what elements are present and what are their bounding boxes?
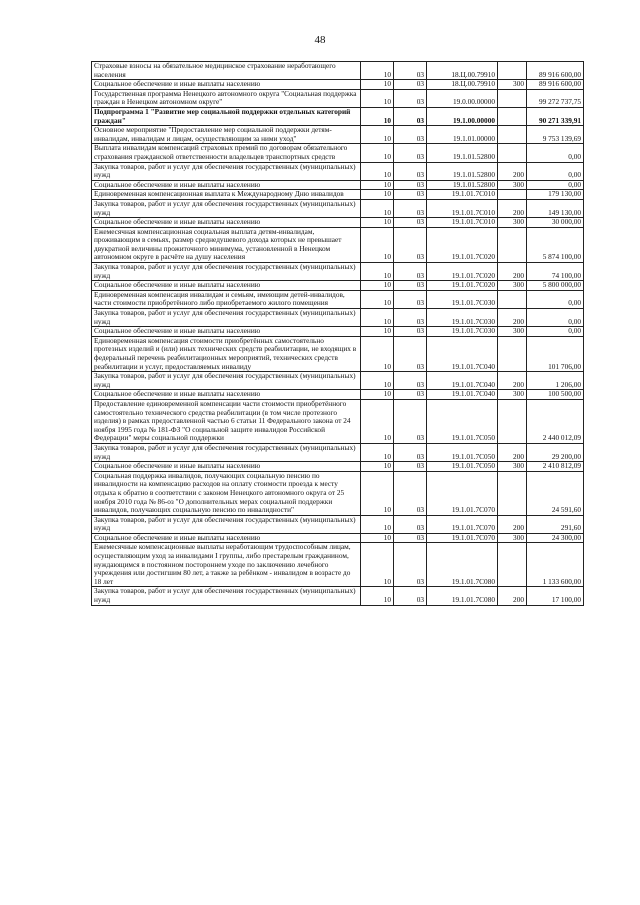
row-target-article-cell: 19.1.01.7С010 xyxy=(427,190,498,200)
row-section-cell: 10 xyxy=(361,126,394,144)
row-name-cell: Подпрограмма 1 "Развитие мер социальной поддержки отдельных категорий граждан" xyxy=(92,107,361,125)
row-amount-cell: 5 874 100,00 xyxy=(527,227,584,262)
table-row xyxy=(92,107,584,125)
row-name-cell: Закупка товаров, работ и услуг для обеспечения государственных (муниципальных) нужд xyxy=(92,587,361,605)
row-subsection-cell: 03 xyxy=(394,390,427,400)
row-subsection-cell: 03 xyxy=(394,89,427,107)
row-section-cell: 10 xyxy=(361,471,394,515)
table-row xyxy=(92,227,584,262)
row-subsection-cell: 03 xyxy=(394,180,427,190)
row-expense-type-cell xyxy=(498,543,527,587)
table-row xyxy=(92,80,584,90)
row-name-cell: Социальное обеспечение и иные выплаты населению xyxy=(92,462,361,472)
row-target-article-cell: 19.1.01.7С070 xyxy=(427,533,498,543)
row-name-cell: Социальное обеспечение и иные выплаты населению xyxy=(92,327,361,337)
table-row xyxy=(92,515,584,533)
row-amount-cell: 1 206,00 xyxy=(527,372,584,390)
row-target-article-cell: 19.1.01.7С030 xyxy=(427,290,498,308)
row-expense-type-cell: 200 xyxy=(498,263,527,281)
row-section-cell: 10 xyxy=(361,587,394,605)
table-row xyxy=(92,263,584,281)
row-target-article-cell: 19.1.01.7С040 xyxy=(427,336,498,371)
row-target-article-cell: 19.1.01.00000 xyxy=(427,126,498,144)
row-subsection-cell: 03 xyxy=(394,263,427,281)
row-name-cell: Закупка товаров, работ и услуг для обеспечения государственных (муниципальных) нужд xyxy=(92,443,361,461)
row-expense-type-cell xyxy=(498,126,527,144)
row-amount-cell: 0,00 xyxy=(527,309,584,327)
row-section-cell: 10 xyxy=(361,281,394,291)
row-amount-cell: 0,00 xyxy=(527,327,584,337)
row-expense-type-cell: 200 xyxy=(498,443,527,461)
row-name-cell: Государственная программа Ненецкого автономного округа "Социальная поддержка граждан в Ненецком автономном округе" xyxy=(92,89,361,107)
table-row xyxy=(92,327,584,337)
table-row xyxy=(92,89,584,107)
row-subsection-cell: 03 xyxy=(394,372,427,390)
row-name-cell: Закупка товаров, работ и услуг для обеспечения государственных (муниципальных) нужд xyxy=(92,162,361,180)
row-section-cell: 10 xyxy=(361,80,394,90)
row-subsection-cell: 03 xyxy=(394,227,427,262)
table-row xyxy=(92,372,584,390)
row-section-cell: 10 xyxy=(361,309,394,327)
row-expense-type-cell: 300 xyxy=(498,327,527,337)
row-target-article-cell: 18.Ц.00.79910 xyxy=(427,62,498,80)
budget-table xyxy=(91,61,584,606)
row-name-cell: Единовременная компенсация инвалидам и семьям, имеющим детей-инвалидов, части стоимости приобретённого либо приобретаемого жилого помещения xyxy=(92,290,361,308)
table-row xyxy=(92,399,584,443)
row-expense-type-cell xyxy=(498,227,527,262)
row-section-cell: 10 xyxy=(361,190,394,200)
row-amount-cell: 89 916 600,00 xyxy=(527,80,584,90)
row-expense-type-cell xyxy=(498,290,527,308)
table-row xyxy=(92,290,584,308)
row-target-article-cell: 19.1.01.7С070 xyxy=(427,471,498,515)
row-amount-cell: 179 130,00 xyxy=(527,190,584,200)
row-expense-type-cell xyxy=(498,336,527,371)
row-amount-cell: 99 272 737,75 xyxy=(527,89,584,107)
table-row xyxy=(92,587,584,605)
row-subsection-cell: 03 xyxy=(394,162,427,180)
row-target-article-cell: 19.1.01.7С070 xyxy=(427,515,498,533)
row-amount-cell: 24 591,60 xyxy=(527,471,584,515)
row-name-cell: Ежемесячные компенсационные выплаты неработающим трудоспособным лицам, осуществляющим уход за инвалидами I группы, либо престарелым гражданином, нуждающимся в постоянном постороннем уходе по заключению лечебного учреждения или достигшим 80 лет, а также за ребёнком - инвалидом в возрасте до 18 лет xyxy=(92,543,361,587)
row-section-cell: 10 xyxy=(361,515,394,533)
row-expense-type-cell: 200 xyxy=(498,372,527,390)
row-expense-type-cell: 300 xyxy=(498,281,527,291)
row-name-cell: Основное мероприятие "Предоставление мер социальной поддержки детям-инвалидам, инвалидам и лицам, осуществляющим за ними уход" xyxy=(92,126,361,144)
row-expense-type-cell: 200 xyxy=(498,515,527,533)
row-amount-cell: 0,00 xyxy=(527,290,584,308)
row-subsection-cell: 03 xyxy=(394,126,427,144)
row-target-article-cell: 19.1.01.7С020 xyxy=(427,227,498,262)
row-section-cell: 10 xyxy=(361,290,394,308)
row-subsection-cell: 03 xyxy=(394,281,427,291)
row-amount-cell: 90 271 339,91 xyxy=(527,107,584,125)
row-section-cell: 10 xyxy=(361,162,394,180)
row-amount-cell: 0,00 xyxy=(527,180,584,190)
row-amount-cell: 149 130,00 xyxy=(527,199,584,217)
row-name-cell: Социальное обеспечение и иные выплаты населению xyxy=(92,281,361,291)
row-section-cell: 10 xyxy=(361,327,394,337)
row-subsection-cell: 03 xyxy=(394,218,427,228)
row-section-cell: 10 xyxy=(361,199,394,217)
table-row xyxy=(92,62,584,80)
row-subsection-cell: 03 xyxy=(394,587,427,605)
row-section-cell: 10 xyxy=(361,89,394,107)
row-target-article-cell: 19.1.01.7С080 xyxy=(427,587,498,605)
row-amount-cell: 5 800 000,00 xyxy=(527,281,584,291)
row-subsection-cell: 03 xyxy=(394,336,427,371)
table-row xyxy=(92,281,584,291)
row-target-article-cell: 19.1.01.7С030 xyxy=(427,327,498,337)
row-target-article-cell: 19.0.00.00000 xyxy=(427,89,498,107)
row-amount-cell: 9 753 139,69 xyxy=(527,126,584,144)
page-number: 48 xyxy=(314,34,326,46)
row-amount-cell: 2 410 812,09 xyxy=(527,462,584,472)
row-target-article-cell: 19.1.01.7С050 xyxy=(427,443,498,461)
row-section-cell: 10 xyxy=(361,227,394,262)
row-expense-type-cell: 200 xyxy=(498,309,527,327)
row-amount-cell: 0,00 xyxy=(527,162,584,180)
row-section-cell: 10 xyxy=(361,180,394,190)
row-target-article-cell: 19.1.01.52800 xyxy=(427,144,498,162)
row-expense-type-cell: 300 xyxy=(498,533,527,543)
row-expense-type-cell xyxy=(498,107,527,125)
row-target-article-cell: 18.Ц.00.79910 xyxy=(427,80,498,90)
row-section-cell: 10 xyxy=(361,263,394,281)
row-name-cell: Единовременная компенсационная выплата к Международному Дню инвалидов xyxy=(92,190,361,200)
table-row xyxy=(92,390,584,400)
row-name-cell: Выплата инвалидам компенсаций страховых премий по договорам обязательного страхования гражданской ответственности владельцев транспортных средств xyxy=(92,144,361,162)
row-name-cell: Социальное обеспечение и иные выплаты населению xyxy=(92,533,361,543)
row-section-cell: 10 xyxy=(361,336,394,371)
row-section-cell: 10 xyxy=(361,399,394,443)
row-amount-cell: 74 100,00 xyxy=(527,263,584,281)
table-row xyxy=(92,443,584,461)
row-target-article-cell: 19.1.01.7С020 xyxy=(427,263,498,281)
row-name-cell: Социальное обеспечение и иные выплаты населению xyxy=(92,180,361,190)
row-target-article-cell: 19.1.01.7С010 xyxy=(427,199,498,217)
table-row xyxy=(92,533,584,543)
row-amount-cell: 24 300,00 xyxy=(527,533,584,543)
row-subsection-cell: 03 xyxy=(394,62,427,80)
row-amount-cell: 2 440 012,09 xyxy=(527,399,584,443)
row-target-article-cell: 19.1.01.7С040 xyxy=(427,372,498,390)
row-expense-type-cell: 300 xyxy=(498,180,527,190)
row-target-article-cell: 19.1.01.7С030 xyxy=(427,309,498,327)
row-subsection-cell: 03 xyxy=(394,533,427,543)
row-expense-type-cell: 200 xyxy=(498,199,527,217)
table-row xyxy=(92,126,584,144)
row-expense-type-cell: 300 xyxy=(498,390,527,400)
budget-table-body xyxy=(92,62,584,606)
row-expense-type-cell: 200 xyxy=(498,587,527,605)
row-subsection-cell: 03 xyxy=(394,199,427,217)
row-section-cell: 10 xyxy=(361,443,394,461)
row-subsection-cell: 03 xyxy=(394,515,427,533)
row-name-cell: Закупка товаров, работ и услуг для обеспечения государственных (муниципальных) нужд xyxy=(92,372,361,390)
row-subsection-cell: 03 xyxy=(394,471,427,515)
row-section-cell: 10 xyxy=(361,543,394,587)
row-section-cell: 10 xyxy=(361,462,394,472)
row-amount-cell: 89 916 600,00 xyxy=(527,62,584,80)
table-row xyxy=(92,162,584,180)
row-subsection-cell: 03 xyxy=(394,190,427,200)
row-section-cell: 10 xyxy=(361,533,394,543)
table-row xyxy=(92,462,584,472)
table-row xyxy=(92,218,584,228)
row-name-cell: Закупка товаров, работ и услуг для обеспечения государственных (муниципальных) нужд xyxy=(92,309,361,327)
row-section-cell: 10 xyxy=(361,144,394,162)
row-name-cell: Страховые взносы на обязательное медицинское страхование неработающего населения xyxy=(92,62,361,80)
row-subsection-cell: 03 xyxy=(394,462,427,472)
row-expense-type-cell xyxy=(498,190,527,200)
row-amount-cell: 0,00 xyxy=(527,144,584,162)
row-expense-type-cell xyxy=(498,471,527,515)
row-amount-cell: 1 133 600,00 xyxy=(527,543,584,587)
row-target-article-cell: 19.1.01.52800 xyxy=(427,180,498,190)
row-amount-cell: 29 200,00 xyxy=(527,443,584,461)
row-target-article-cell: 19.1.01.52800 xyxy=(427,162,498,180)
row-subsection-cell: 03 xyxy=(394,399,427,443)
table-row xyxy=(92,336,584,371)
row-name-cell: Социальное обеспечение и иные выплаты населению xyxy=(92,218,361,228)
row-amount-cell: 17 100,00 xyxy=(527,587,584,605)
row-target-article-cell: 19.1.01.7С080 xyxy=(427,543,498,587)
table-row xyxy=(92,180,584,190)
row-section-cell: 10 xyxy=(361,107,394,125)
row-name-cell: Закупка товаров, работ и услуг для обеспечения государственных (муниципальных) нужд xyxy=(92,199,361,217)
row-amount-cell: 291,60 xyxy=(527,515,584,533)
row-name-cell: Предоставление единовременной компенсации части стоимости приобретённого самостоятельно технического средства реабилитации (в том числе протезного изделия) в рамках предоставленной частью 6 статьи 11 Федерального закона от 24 ноября 1995 года № 181-ФЗ "О социальной защите инвалидов Российской Федерации" меры социальной поддержки xyxy=(92,399,361,443)
row-subsection-cell: 03 xyxy=(394,443,427,461)
table-row xyxy=(92,190,584,200)
row-amount-cell: 100 500,00 xyxy=(527,390,584,400)
row-name-cell: Социальная поддержка инвалидов, получающих социальную пенсию по инвалидности на компенсацию расходов на оплату стоимости проезда к месту отдыха к обратно в соответствии с законом Ненецкого автономного округа от 25 ноября 2010 года № 86-оз "О дополнительных мерах социальной поддержки инвалидов, получающих социальную пенсию по инвалидности" xyxy=(92,471,361,515)
row-name-cell: Социальное обеспечение и иные выплаты населению xyxy=(92,80,361,90)
row-target-article-cell: 19.1.00.00000 xyxy=(427,107,498,125)
row-name-cell: Ежемесячная компенсационная социальная выплата детям-инвалидам, проживающим в семьях, размер среднедушевого дохода которых не превышает двукратной величины прожиточного минимума, установленной в Ненецком автономном округе в расчёте на душу населения xyxy=(92,227,361,262)
table-row xyxy=(92,471,584,515)
row-subsection-cell: 03 xyxy=(394,144,427,162)
row-subsection-cell: 03 xyxy=(394,543,427,587)
table-row xyxy=(92,543,584,587)
row-expense-type-cell: 200 xyxy=(498,162,527,180)
row-target-article-cell: 19.1.01.7С040 xyxy=(427,390,498,400)
row-expense-type-cell: 300 xyxy=(498,218,527,228)
row-subsection-cell: 03 xyxy=(394,80,427,90)
row-subsection-cell: 03 xyxy=(394,327,427,337)
row-expense-type-cell xyxy=(498,144,527,162)
row-target-article-cell: 19.1.01.7С010 xyxy=(427,218,498,228)
row-target-article-cell: 19.1.01.7С050 xyxy=(427,462,498,472)
table-row xyxy=(92,199,584,217)
row-section-cell: 10 xyxy=(361,372,394,390)
row-section-cell: 10 xyxy=(361,390,394,400)
row-name-cell: Единовременная компенсация стоимости приобретённых самостоятельно протезных изделий и (или) иных технических средств реабилитации, не входящих в федеральный перечень реабилитационных мероприятий, технических средств реабилитации и услуг, предоставляемых инвалиду xyxy=(92,336,361,371)
table-row xyxy=(92,309,584,327)
row-expense-type-cell xyxy=(498,89,527,107)
table-row xyxy=(92,144,584,162)
row-expense-type-cell: 300 xyxy=(498,462,527,472)
row-subsection-cell: 03 xyxy=(394,309,427,327)
row-name-cell: Закупка товаров, работ и услуг для обеспечения государственных (муниципальных) нужд xyxy=(92,515,361,533)
row-target-article-cell: 19.1.01.7С020 xyxy=(427,281,498,291)
row-expense-type-cell xyxy=(498,62,527,80)
row-target-article-cell: 19.1.01.7С050 xyxy=(427,399,498,443)
row-section-cell: 10 xyxy=(361,62,394,80)
row-expense-type-cell: 300 xyxy=(498,80,527,90)
row-amount-cell: 30 000,00 xyxy=(527,218,584,228)
row-expense-type-cell xyxy=(498,399,527,443)
row-name-cell: Закупка товаров, работ и услуг для обеспечения государственных (муниципальных) нужд xyxy=(92,263,361,281)
row-amount-cell: 101 706,00 xyxy=(527,336,584,371)
row-subsection-cell: 03 xyxy=(394,290,427,308)
row-section-cell: 10 xyxy=(361,218,394,228)
row-name-cell: Социальное обеспечение и иные выплаты населению xyxy=(92,390,361,400)
row-subsection-cell: 03 xyxy=(394,107,427,125)
